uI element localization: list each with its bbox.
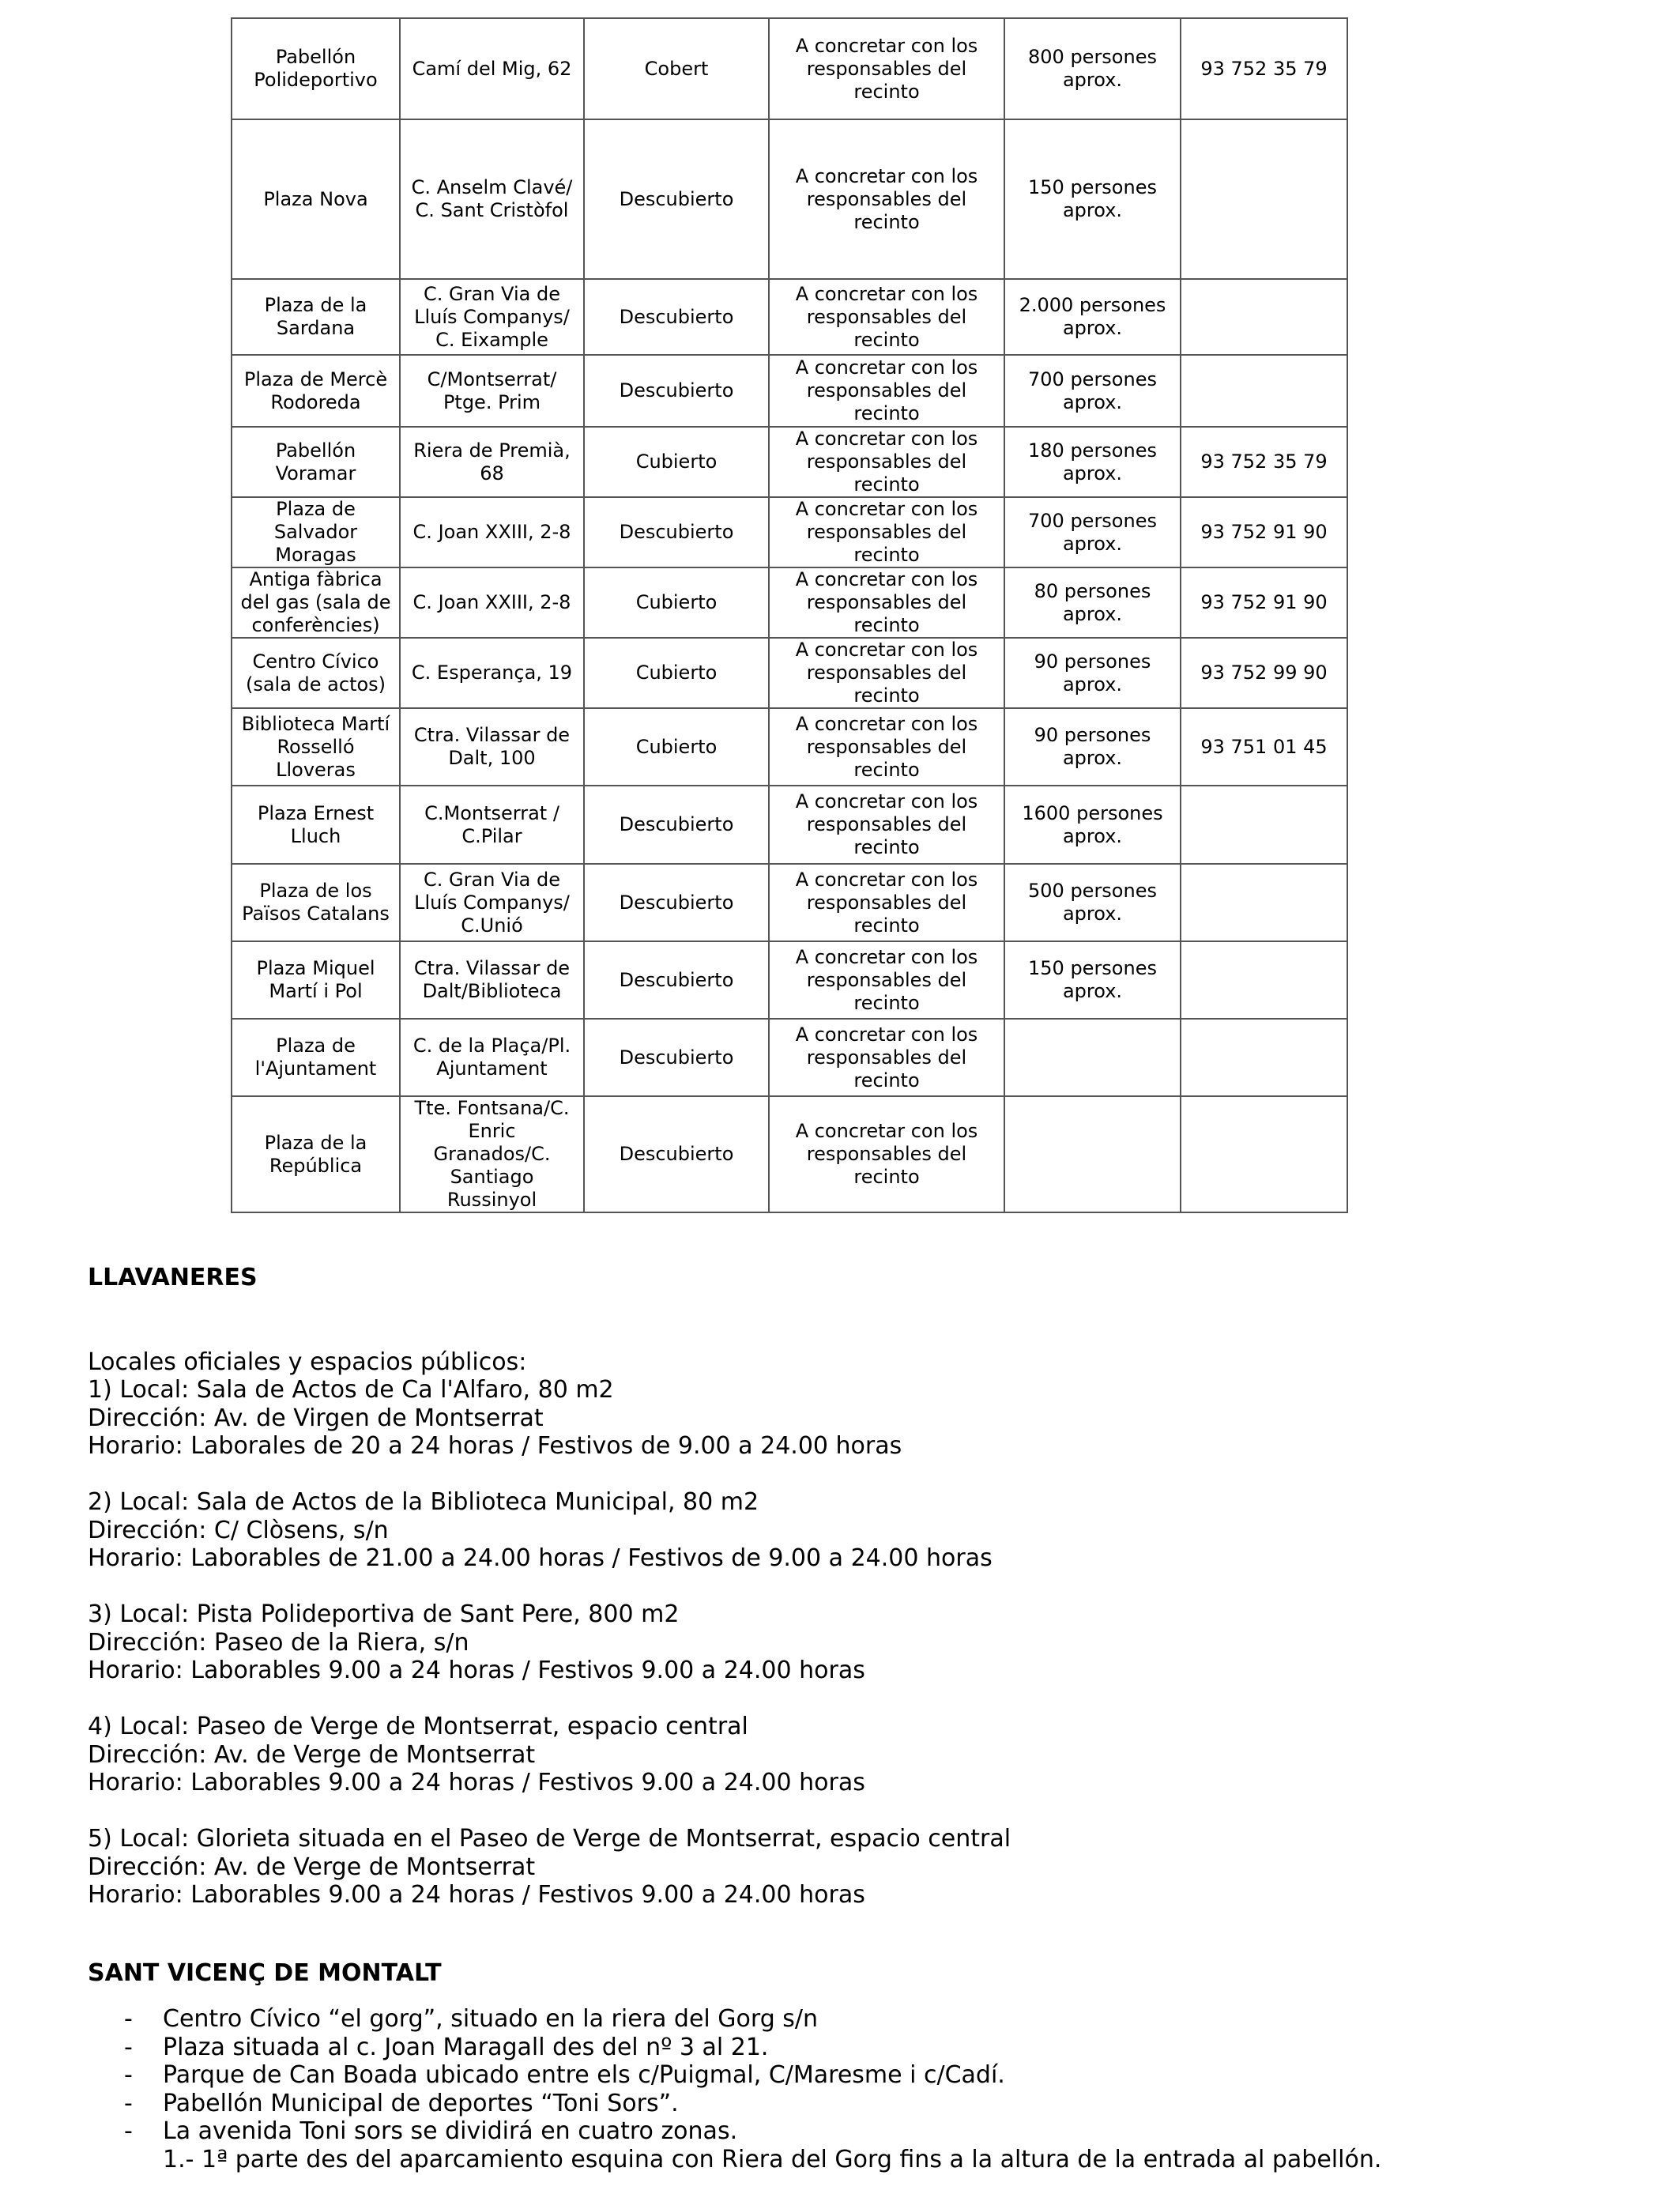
cell-type: Cubierto <box>584 638 769 708</box>
cell-conditions: A concretar con los responsables del recinto <box>769 119 1004 279</box>
list-item: - Plaza situada al c. Joan Maragall des del nº 3 al 21. <box>88 2034 1381 2062</box>
cell-address: C. Esperança, 19 <box>400 638 584 708</box>
local-address: Dirección: C/ Clòsens, s/n <box>88 1516 389 1544</box>
llavaneres-heading: LLAVANERES <box>88 1264 258 1291</box>
table-row <box>232 427 1347 497</box>
cell-venue: Pabellón Polideportivo <box>232 18 400 119</box>
cell-capacity: 90 persones aprox. <box>1004 708 1181 786</box>
llavaneres-local-4 <box>88 1713 1011 1797</box>
cell-phone: 93 751 01 45 <box>1181 708 1347 786</box>
cell-phone <box>1181 355 1347 427</box>
cell-capacity: 150 persones aprox. <box>1004 941 1181 1019</box>
cell-venue: Biblioteca Martí Rosselló Lloveras <box>232 708 400 786</box>
cell-type: Descubierto <box>584 279 769 355</box>
cell-venue: Antiga fàbrica del gas (sala de conferències) <box>232 567 400 638</box>
local-hours: Horario: Laborales de 20 a 24 horas / Festivos de 9.00 a 24.00 horas <box>88 1432 902 1460</box>
cell-address: C. Anselm Clavé/ C. Sant Cristòfol <box>400 119 584 279</box>
table-row <box>232 786 1347 864</box>
cell-phone <box>1181 1019 1347 1096</box>
cell-venue: Plaza Miquel Martí i Pol <box>232 941 400 1019</box>
cell-capacity: 180 persones aprox. <box>1004 427 1181 497</box>
cell-address: C. Gran Via de Lluís Companys/ C. Eixample <box>400 279 584 355</box>
cell-phone <box>1181 941 1347 1019</box>
cell-venue: Plaza de Salvador Moragas <box>232 497 400 567</box>
table-row <box>232 1019 1347 1096</box>
cell-address: C/Montserrat/ Ptge. Prim <box>400 355 584 427</box>
cell-address: C.Montserrat / C.Pilar <box>400 786 584 864</box>
cell-conditions: A concretar con los responsables del recinto <box>769 427 1004 497</box>
cell-type: Descubierto <box>584 786 769 864</box>
cell-venue: Plaza de Mercè Rodoreda <box>232 355 400 427</box>
cell-capacity: 700 persones aprox. <box>1004 497 1181 567</box>
table-row <box>232 708 1347 786</box>
cell-conditions: A concretar con los responsables del recinto <box>769 497 1004 567</box>
table-row <box>232 497 1347 567</box>
cell-venue: Plaza de la Sardana <box>232 279 400 355</box>
cell-type: Cubierto <box>584 708 769 786</box>
cell-capacity: 1600 persones aprox. <box>1004 786 1181 864</box>
cell-conditions: A concretar con los responsables del recinto <box>769 567 1004 638</box>
cell-capacity <box>1004 1096 1181 1212</box>
table-row <box>232 279 1347 355</box>
cell-capacity: 800 persones aprox. <box>1004 18 1181 119</box>
list-item: - La avenida Toni sors se dividirá en cuatro zonas. <box>88 2117 1381 2146</box>
cell-venue: Centro Cívico (sala de actos) <box>232 638 400 708</box>
cell-conditions: A concretar con los responsables del recinto <box>769 708 1004 786</box>
cell-phone <box>1181 786 1347 864</box>
cell-type: Descubierto <box>584 1096 769 1212</box>
table-row <box>232 567 1347 638</box>
cell-conditions: A concretar con los responsables del recinto <box>769 355 1004 427</box>
cell-capacity <box>1004 1019 1181 1096</box>
local-name: 5) Local: Glorieta situada en el Paseo de Verge de Montserrat, espacio central <box>88 1825 1011 1853</box>
cell-type: Descubierto <box>584 864 769 941</box>
local-name: 2) Local: Sala de Actos de la Biblioteca Municipal, 80 m2 <box>88 1488 759 1516</box>
cell-phone: 93 752 35 79 <box>1181 427 1347 497</box>
table-row <box>232 864 1347 941</box>
cell-conditions: A concretar con los responsables del recinto <box>769 786 1004 864</box>
cell-conditions: A concretar con los responsables del recinto <box>769 638 1004 708</box>
local-hours: Horario: Laborables 9.00 a 24 horas / Festivos 9.00 a 24.00 horas <box>88 1881 865 1909</box>
cell-conditions: A concretar con los responsables del recinto <box>769 18 1004 119</box>
cell-address: C. Gran Via de Lluís Companys/ C.Unió <box>400 864 584 941</box>
cell-address: Tte. Fontsana/C. Enric Granados/C. Santiago Russinyol <box>400 1096 584 1212</box>
cell-venue: Pabellón Voramar <box>232 427 400 497</box>
local-hours: Horario: Laborables 9.00 a 24 horas / Festivos 9.00 a 24.00 horas <box>88 1657 865 1684</box>
cell-address: C. Joan XXIII, 2-8 <box>400 497 584 567</box>
venues-table-body <box>232 18 1347 1212</box>
local-address: Dirección: Av. de Verge de Montserrat <box>88 1853 536 1881</box>
list-item: - Pabellón Municipal de deportes “Toni Sors”. <box>88 2090 1381 2118</box>
cell-address: Ctra. Vilassar de Dalt/Biblioteca <box>400 941 584 1019</box>
local-hours: Horario: Laborables de 21.00 a 24.00 horas / Festivos de 9.00 a 24.00 horas <box>88 1544 993 1572</box>
cell-conditions: A concretar con los responsables del recinto <box>769 279 1004 355</box>
cell-conditions: A concretar con los responsables del recinto <box>769 1019 1004 1096</box>
cell-venue: Plaza de la República <box>232 1096 400 1212</box>
cell-capacity: 2.000 persones aprox. <box>1004 279 1181 355</box>
local-name: 4) Local: Paseo de Verge de Montserrat, espacio central <box>88 1713 748 1740</box>
cell-capacity: 80 persones aprox. <box>1004 567 1181 638</box>
cell-phone: 93 752 35 79 <box>1181 18 1347 119</box>
cell-address: C. Joan XXIII, 2-8 <box>400 567 584 638</box>
cell-address: Ctra. Vilassar de Dalt, 100 <box>400 708 584 786</box>
table-row <box>232 355 1347 427</box>
list-item: - Parque de Can Boada ubicado entre els c/Puigmal, C/Maresme i c/Cadí. <box>88 2061 1381 2090</box>
llavaneres-section <box>88 1264 1011 1909</box>
cell-type: Descubierto <box>584 497 769 567</box>
sant-vicenc-heading: SANT VICENÇ DE MONTALT <box>88 1959 442 1987</box>
cell-address: C. de la Plaça/Pl. Ajuntament <box>400 1019 584 1096</box>
cell-phone <box>1181 119 1347 279</box>
cell-address: Riera de Premià, 68 <box>400 427 584 497</box>
cell-venue: Plaza de l'Ajuntament <box>232 1019 400 1096</box>
sub-list-item: 1.- 1ª parte des del aparcamiento esquina con Riera del Gorg fins a la altura de la entrada al pabellón. <box>163 2145 1382 2173</box>
cell-conditions: A concretar con los responsables del recinto <box>769 1096 1004 1212</box>
cell-conditions: A concretar con los responsables del recinto <box>769 864 1004 941</box>
llavaneres-local-1 <box>88 1376 1011 1461</box>
cell-phone <box>1181 279 1347 355</box>
cell-venue: Plaza Nova <box>232 119 400 279</box>
cell-phone <box>1181 1096 1347 1212</box>
cell-venue: Plaza Ernest Lluch <box>232 786 400 864</box>
cell-conditions: A concretar con los responsables del recinto <box>769 941 1004 1019</box>
cell-phone: 93 752 99 90 <box>1181 638 1347 708</box>
cell-type: Descubierto <box>584 355 769 427</box>
table-row <box>232 119 1347 279</box>
llavaneres-local-3 <box>88 1600 1011 1685</box>
local-name: 3) Local: Pista Polideportiva de Sant Pere, 800 m2 <box>88 1600 680 1628</box>
cell-type: Cobert <box>584 18 769 119</box>
local-name: 1) Local: Sala de Actos de Ca l'Alfaro, 80 m2 <box>88 1376 614 1404</box>
cell-phone: 93 752 91 90 <box>1181 567 1347 638</box>
cell-venue: Plaza de los Països Catalans <box>232 864 400 941</box>
table-row <box>232 638 1347 708</box>
llavaneres-intro: Locales oficiales y espacios públicos: <box>88 1348 527 1376</box>
list-item: - Centro Cívico “el gorg”, situado en la riera del Gorg s/n <box>88 2005 1381 2034</box>
cell-phone: 93 752 91 90 <box>1181 497 1347 567</box>
local-hours: Horario: Laborables 9.00 a 24 horas / Festivos 9.00 a 24.00 horas <box>88 1769 865 1796</box>
local-address: Dirección: Paseo de la Riera, s/n <box>88 1628 469 1657</box>
llavaneres-local-2 <box>88 1488 1011 1573</box>
local-address: Dirección: Av. de Virgen de Montserrat <box>88 1404 544 1432</box>
table-row <box>232 18 1347 119</box>
cell-type: Cubierto <box>584 567 769 638</box>
venues-table <box>231 17 1348 1213</box>
cell-capacity: 700 persones aprox. <box>1004 355 1181 427</box>
sant-vicenc-section <box>88 1959 1381 2173</box>
cell-capacity: 90 persones aprox. <box>1004 638 1181 708</box>
llavaneres-local-5 <box>88 1825 1011 1909</box>
cell-type: Cubierto <box>584 427 769 497</box>
cell-phone <box>1181 864 1347 941</box>
cell-type: Descubierto <box>584 1019 769 1096</box>
cell-capacity: 500 persones aprox. <box>1004 864 1181 941</box>
cell-address: Camí del Mig, 62 <box>400 18 584 119</box>
table-row <box>232 941 1347 1019</box>
cell-type: Descubierto <box>584 119 769 279</box>
cell-type: Descubierto <box>584 941 769 1019</box>
local-address: Dirección: Av. de Verge de Montserrat <box>88 1740 536 1769</box>
cell-capacity: 150 persones aprox. <box>1004 119 1181 279</box>
sant-vicenc-list <box>88 2005 1381 2146</box>
table-row <box>232 1096 1347 1212</box>
